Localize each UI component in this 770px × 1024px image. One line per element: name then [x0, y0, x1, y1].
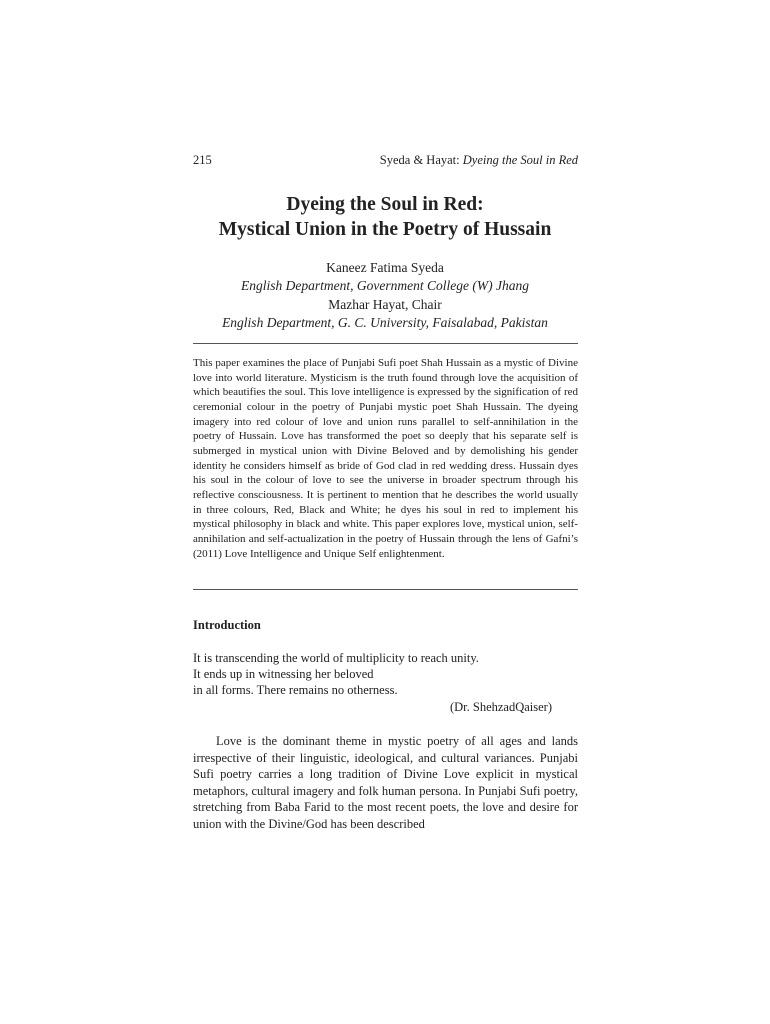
abstract-top-rule	[193, 343, 578, 344]
running-header	[193, 153, 578, 171]
running-title-authors: Syeda & Hayat:	[379, 153, 463, 167]
abstract	[193, 356, 578, 561]
page-number: 215	[193, 153, 212, 167]
epigraph	[193, 650, 578, 715]
abstract-text: This paper examines the place of Punjabi Sufi poet Shah Hussain as a mystic of Divine love into world literature. Mysticism is the truth found through love the acquisition of which beautifies the soul. This love intelligence is expressed by the signification of red ceremonial colour in the poetry of Punjabi mystic poet Shah Hussain. The dyeing imagery into red colour of love and union runs parallel to self-annihilation in the poetry of Hussain. Love has transformed the poet so deeply that his separate self is submerged in mystical union with Divine Beloved and by demolishing his gender identity he considers himself as bride of God clad in red wedding dress. Hussain dyes his soul in the colour of love to see the universe in broader spectrum through his reflective consciousness. It is pertinent to mention that he describes the world usually in three colours, Red, Black and White; he dyes his soul in red to implement his mystical philosophy in black and white. This paper explores love, mystical union, self-annihilation and self-actualization in the poetry of Hussain through the lens of Gafni’s (2011) Love Intelligence and Unique Self enlightenment.	[193, 357, 578, 560]
author-name-1: Kaneez Fatima Syeda	[326, 260, 444, 275]
epigraph-line-3: in all forms. There remains no otherness.	[193, 683, 398, 698]
epigraph-attribution: (Dr. ShehzadQaiser)	[449, 699, 552, 714]
running-title	[380, 153, 578, 168]
body-paragraph: Love is the dominant theme in mystic poetry of all ages and lands irrespective of their linguistic, ideological, and cultural variances. Punjabi Sufi poetry carries a long tradition of Divine Love explicit in mystical metaphors, cultural imagery and folk human persona. In Punjabi Sufi poetry, stretching from Baba Farid to the most recent poets, the love and desire for union with the Divine/God has been described	[193, 734, 578, 831]
author-affiliation-2: English Department, G. C. University, Faisalabad, Pakistan	[222, 314, 548, 330]
author-affiliation-1: English Department, Government College (W) Jhang	[241, 278, 529, 294]
abstract-bottom-rule	[193, 589, 578, 590]
running-title-paper: Dyeing the Soul in Red	[462, 153, 578, 167]
paper-title-line-1: Dyeing the Soul in Red:	[286, 194, 484, 215]
epigraph-line-1: It is transcending the world of multiplicity to reach unity.	[193, 651, 479, 665]
paper-title-line-2: Mystical Union in the Poetry of Hussain	[218, 219, 552, 240]
paper-title	[170, 192, 600, 242]
epigraph-line-2: It ends up in witnessing her beloved	[193, 667, 374, 682]
author-block	[170, 259, 600, 332]
author-name-2: Mazhar Hayat, Chair	[328, 296, 442, 312]
section-heading-introduction: Introduction	[193, 618, 261, 632]
